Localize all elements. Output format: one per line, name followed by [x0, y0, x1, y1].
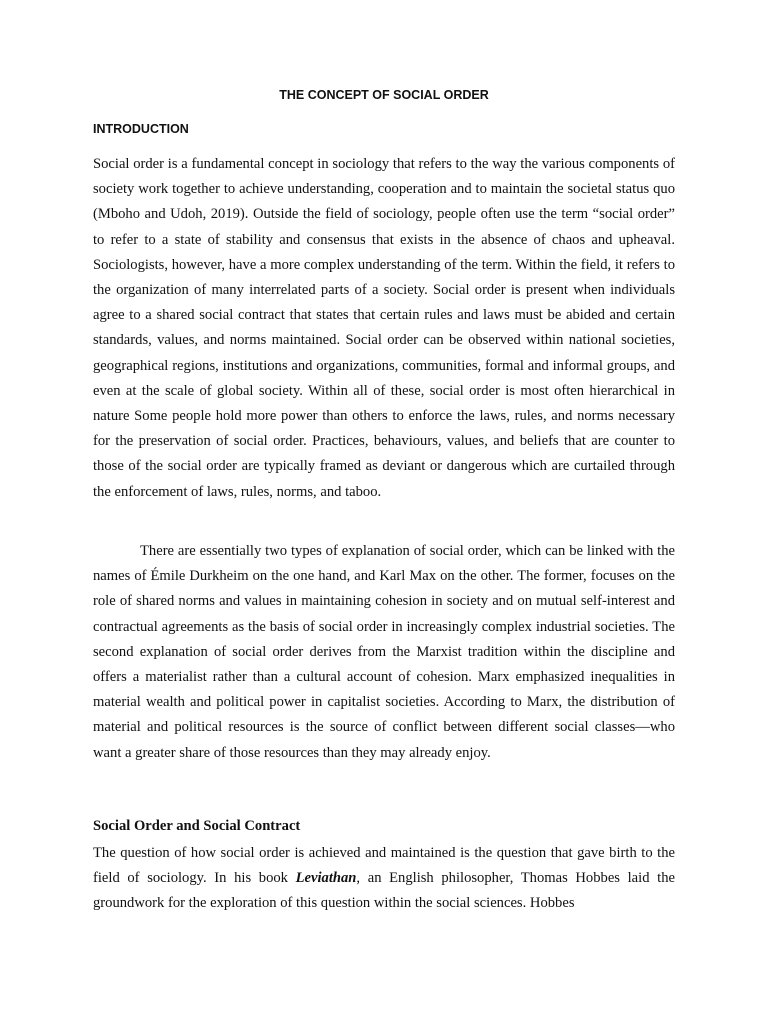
book-title-leviathan: Leviathan — [295, 870, 357, 887]
explanation-types-paragraph: There are essentially two types of explanation of social order, which can be linked with the names of Émile Durkheim on the one hand, and Karl Max on the other. The former, focuses on the role of shared norms and values in maintaining cohesion in society and on mutual self-interest and contractual agreements as the basis of social order in increasingly complex industrial societies. The second explanation of social order derives from the Marxist tradition within the discipline and offers a materialist rather than a cultural account of cohesion. Marx emphasized inequalities in material wealth and political power in capitalist societies. According to Marx, the distribution of material and political resources is the source of conflict between different social classes—who want a greater share of those resources than they may already enjoy. — [93, 543, 675, 761]
document-title: THE CONCEPT OF SOCIAL ORDER — [279, 88, 489, 102]
introduction-heading: INTRODUCTION — [93, 122, 189, 136]
paragraph-text-end: , an English philosopher, Thomas Hobbes laid the groundwork for the exploration of this question within the social sciences. Hobbes — [93, 870, 675, 912]
paragraph-text-start: The question of how social order is achieved and maintained is the question that gave birth to the field of sociology. In his book — [93, 845, 675, 887]
social-contract-paragraph — [93, 841, 675, 917]
social-contract-heading: Social Order and Social Contract — [93, 818, 301, 834]
introduction-paragraph: Social order is a fundamental concept in sociology that refers to the way the various components of society work together to achieve understanding, cooperation and to maintain the societal status quo (Mboho and Udoh, 2019). Outside the field of sociology, people often use the term “social order” to refer to a state of stability and consensus that exists in the absence of chaos and upheaval. Sociologists, however, have a more complex understanding of the term. Within the field, it refers to the organization of many interrelated parts of a society. Social order is present when individuals agree to a shared social contract that states that certain rules and laws must be abided and certain standards, values, and norms maintained. Social order can be observed within national societies, geographical regions, institutions and organizations, communities, formal and informal groups, and even at the scale of global society. Within all of these, social order is most often hierarchical in nature Some people hold more power than others to enforce the laws, rules, and norms necessary for the preservation of social order. Practices, behaviours, values, and beliefs that are counter to those of the social order are typically framed as deviant or dangerous which are curtailed through the enforcement of laws, rules, norms, and taboo. — [93, 156, 675, 500]
